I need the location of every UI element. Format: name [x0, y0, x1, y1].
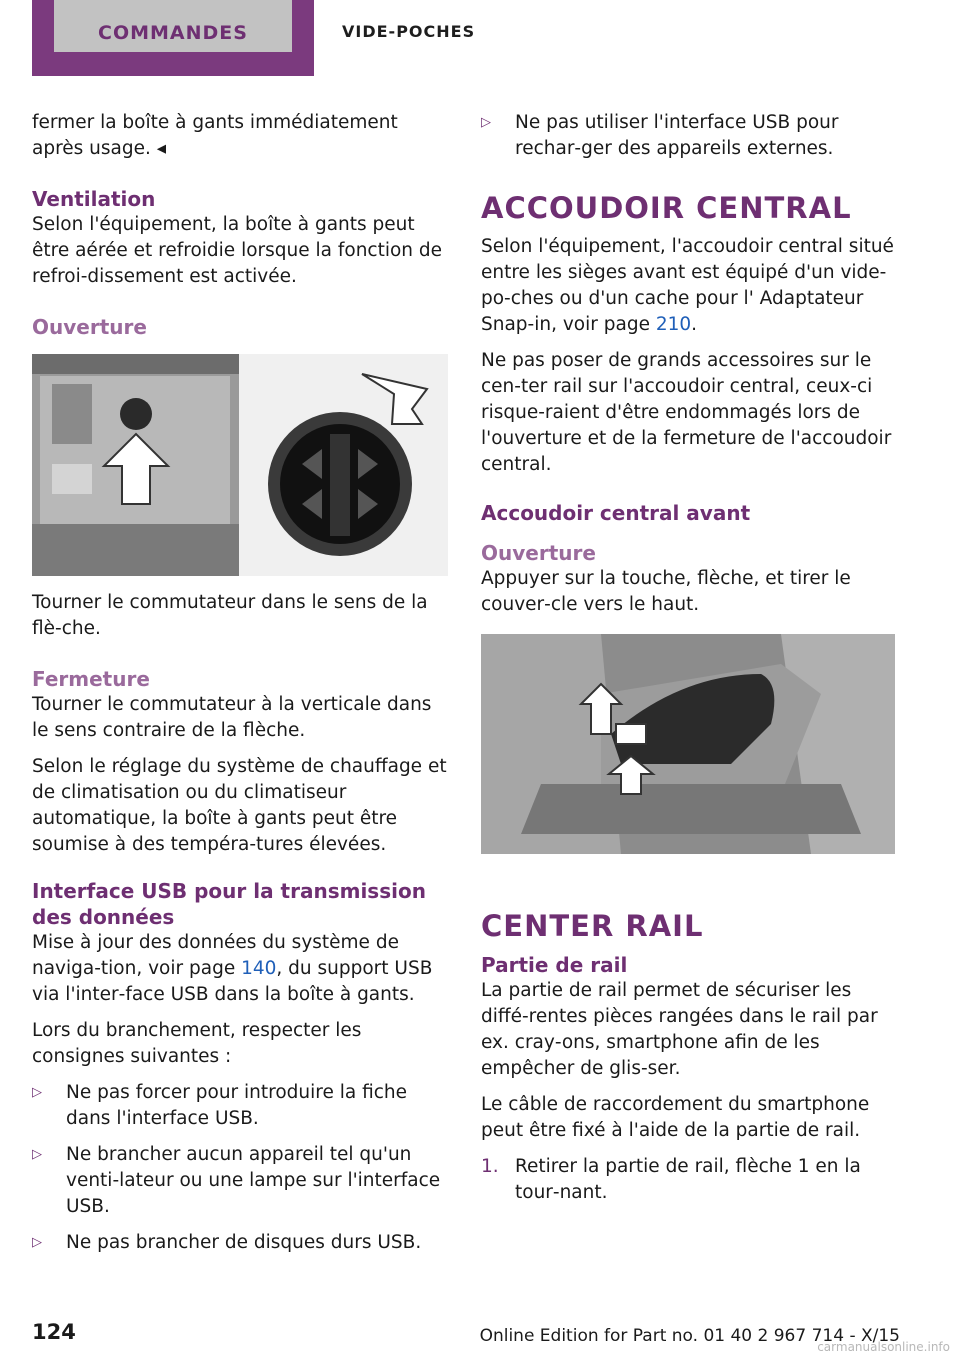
step-text: Retirer la partie de rail, flèche 1 en la tour‐nant.	[515, 1156, 861, 1203]
center-rail-heading: CENTER RAIL	[481, 909, 704, 943]
list-item	[481, 1154, 899, 1206]
bullet-text: Ne pas brancher de disques durs USB.	[66, 1232, 422, 1253]
left-column	[32, 110, 450, 1266]
ouverture-text-right: Appuyer sur la touche, flèche, et tirer le couver‐cle vers le haut.	[481, 568, 851, 615]
accoudoir-heading: ACCOUDOIR CENTRAL	[481, 191, 852, 225]
page-number: 124	[32, 1320, 76, 1344]
fermeture-heading: Fermeture	[32, 667, 150, 691]
watermark: carmanualsonline.info	[817, 1340, 950, 1354]
list-item	[481, 110, 899, 162]
triangle-bullet-icon: ▷	[32, 1085, 42, 1100]
accoudoir-text-2: Ne pas poser de grands accessoires sur le cen‐ter rail sur l'accoudoir central, ceux-ci risque‐raient d'être endommagés lors de l'ouverture et de la fermeture de l'accoudoir central.	[481, 350, 892, 475]
glovebox-switch-figure	[32, 354, 448, 576]
ouverture-heading-right: Ouverture	[481, 541, 596, 565]
triangle-bullet-icon: ▷	[32, 1147, 42, 1162]
fermeture-text-2: Selon le réglage du système de chauffage et de climatisation ou du climatiseur automatique, la boîte à gants peut être soumise à des tempéra‐tures élevées.	[32, 756, 447, 855]
usb-text-pre: Mise à jour des données du système de naviga‐tion, voir page	[32, 932, 399, 979]
partie-heading: Partie de rail	[481, 953, 628, 977]
accoudoir-text-post: .	[691, 314, 698, 335]
triangle-bullet-icon: ▷	[32, 1235, 42, 1250]
intro-text: fermer la boîte à gants immédiatement après usage. ◂	[32, 112, 398, 159]
ventilation-heading: Ventilation	[32, 187, 156, 211]
bullet-text: Ne pas utiliser l'interface USB pour rechar‐ger des appareils externes.	[515, 112, 839, 159]
accoudoir-text-pre: Selon l'équipement, l'accoudoir central situé entre les sièges avant est équipé d'un vide-po‐ches ou d'un cache pour l' Adaptateur Snap-in, voir page	[481, 236, 894, 335]
list-item	[32, 1230, 450, 1256]
usb-heading: Interface USB pour la transmission des données	[32, 879, 426, 929]
armrest-figure	[481, 634, 895, 854]
partie-text-1: La partie de rail permet de sécuriser les diffé‐rentes pièces rangées dans le rail par ex. cray‐ons, smartphone afin de les empêcher de glis‐ser.	[481, 980, 878, 1079]
tab-commandes-label: COMMANDES	[54, 0, 292, 52]
usb-text-post: , du support USB via l'inter‐face USB dans la boîte à gants.	[32, 958, 433, 1005]
ventilation-text: Selon l'équipement, la boîte à gants peut être aérée et refroidie lorsque la fonction de refroi‐dissement est activée.	[32, 214, 443, 287]
bullet-text: Ne pas forcer pour introduire la fiche dans l'interface USB.	[66, 1082, 408, 1129]
list-item	[32, 1142, 450, 1220]
accoudoir-text	[481, 234, 899, 338]
accoudoir-avant-heading: Accoudoir central avant	[481, 501, 751, 525]
page-link-210[interactable]: 210	[655, 314, 692, 335]
edition-text: Online Edition for Part no. 01 40 2 967 714 - X/15	[479, 1326, 900, 1346]
ouverture-heading-left: Ouverture	[32, 315, 147, 339]
tab-vide-poches: VIDE-POCHES	[342, 22, 476, 41]
list-item	[32, 1080, 450, 1132]
partie-text-2: Le câble de raccordement du smartphone peut être fixé à l'aide de la partie de rail.	[481, 1094, 870, 1141]
bullet-text: Ne brancher aucun appareil tel qu'un venti‐lateur ou une lampe sur l'interface USB.	[66, 1144, 441, 1217]
tab-commandes	[32, 0, 314, 76]
triangle-bullet-icon: ▷	[481, 115, 491, 130]
usb-text-2: Lors du branchement, respecter les consignes suivantes :	[32, 1020, 362, 1067]
fermeture-text-1: Tourner le commutateur à la verticale dans le sens contraire de la flèche.	[32, 694, 432, 741]
page-link-140[interactable]: 140	[241, 958, 277, 979]
right-column	[481, 110, 899, 1216]
step-number: 1.	[481, 1156, 499, 1177]
ouverture-text-left: Tourner le commutateur dans le sens de la flè‐che.	[32, 592, 428, 639]
usb-text	[32, 930, 450, 1008]
